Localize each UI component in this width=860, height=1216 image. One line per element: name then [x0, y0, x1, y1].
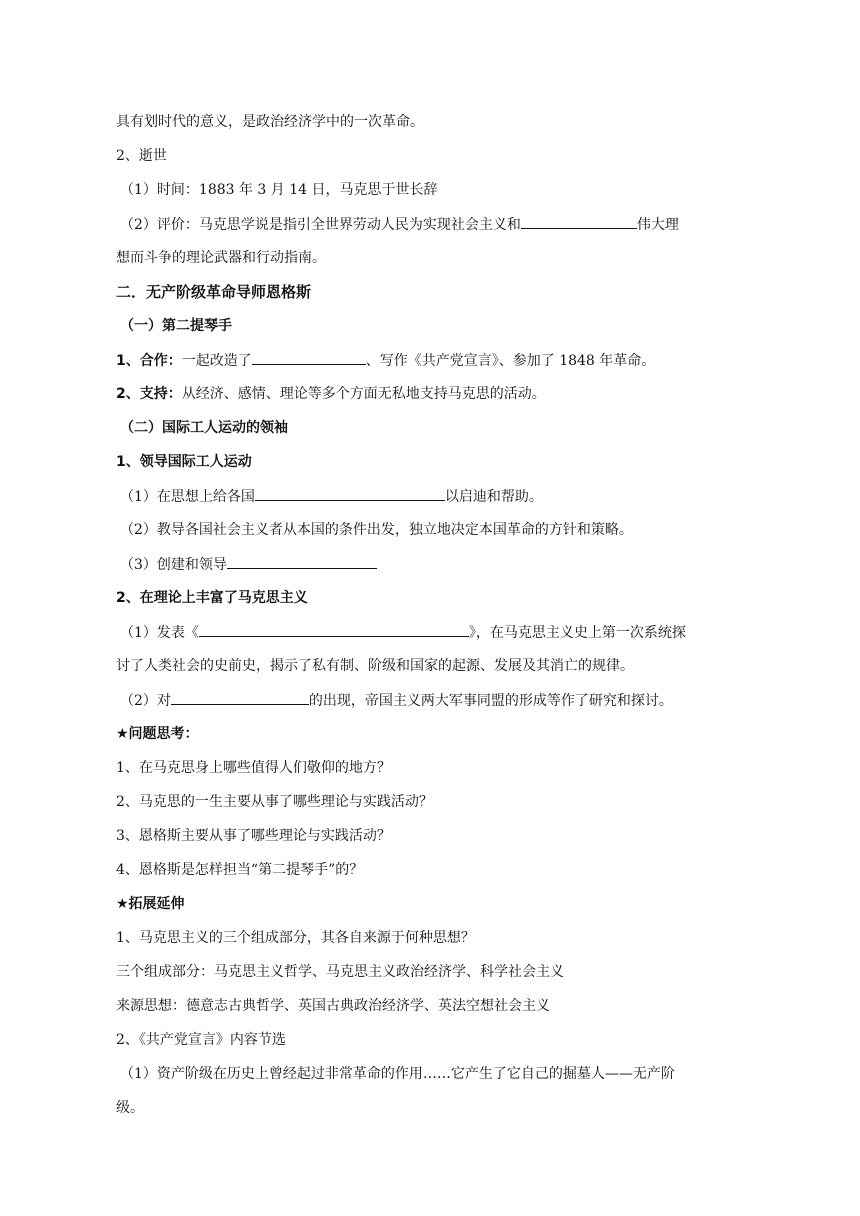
section-heading: 二．无产阶级革命导师恩格斯 — [116, 283, 312, 301]
text-segment: 从经济、感情、理论等多个方面无私地支持马克思的活动。 — [181, 386, 546, 402]
text-line: 来源思想：德意志古典哲学、英国古典政治经济学、英法空想社会主义 — [116, 998, 550, 1014]
text-line: 2、逝世 — [116, 148, 167, 164]
text-line: 讨了人类社会的史前史，揭示了私有制、阶级和国家的起源、发展及其消亡的规律。 — [116, 658, 634, 674]
fill-blank[interactable] — [521, 214, 637, 229]
text-line: 想而斗争的理论武器和行动指南。 — [116, 250, 326, 266]
question-item: 4、恩格斯是怎样担当“第二提琴手”的？ — [116, 862, 364, 878]
text-line — [120, 486, 740, 507]
fill-blank[interactable] — [252, 350, 366, 365]
fill-blank[interactable] — [255, 486, 445, 501]
text-line: 级。 — [116, 1100, 144, 1116]
question-item: 3、恩格斯主要从事了哪些理论与实践活动？ — [116, 828, 391, 844]
subsection-heading: （二）国际工人运动的领袖 — [120, 420, 288, 436]
text-line: （1）资产阶级在历史上曾经起过非常革命的作用……它产生了它自己的掘墓人——无产阶 — [120, 1066, 675, 1082]
text-line: 2、《共产党宣言》内容节选 — [116, 1032, 286, 1048]
text-segment-bold: 1、合作： — [116, 353, 182, 369]
subsection-heading: （一）第二提琴手 — [120, 318, 232, 334]
text-line — [120, 214, 740, 235]
think-heading: ★问题思考： — [116, 726, 199, 742]
text-segment: 一起改造了 — [181, 353, 252, 369]
text-line: 具有划时代的意义，是政治经济学中的一次革命。 — [116, 114, 424, 130]
text-line: 三个组成部分：马克思主义哲学、马克思主义政治经济学、科学社会主义 — [116, 964, 564, 980]
text-segment: （1）发表《 — [120, 625, 199, 641]
text-segment: 、写作《共产党宣言》、参加了 1848 年革命。 — [365, 353, 656, 369]
text-segment: 以启迪和帮助。 — [444, 489, 543, 505]
text-segment: （2）评价：马克思学说是指引全世界劳动人民为实现社会主义和 — [120, 217, 521, 233]
text-line: （2）教导各国社会主义者从本国的条件出发，独立地决定本国革命的方针和策略。 — [120, 522, 633, 538]
text-line — [120, 690, 740, 711]
extension-heading: ★拓展延伸 — [116, 896, 185, 912]
item-heading: 2、在理论上丰富了马克思主义 — [116, 590, 308, 606]
text-segment: 伟大理 — [636, 217, 679, 233]
fill-blank[interactable] — [227, 554, 377, 569]
question-item: 2、马克思的一生主要从事了哪些理论与实践活动？ — [116, 794, 433, 810]
text-segment: （1）在思想上给各国 — [120, 489, 255, 505]
text-line: （1）时间：1883 年 3 月 14 日，马克思于世长辞 — [120, 182, 438, 198]
text-line: 1、马克思主义的三个组成部分，其各自来源于何种思想？ — [116, 930, 475, 946]
text-line — [120, 554, 740, 575]
text-segment-bold: 2、支持： — [116, 386, 182, 402]
text-segment: （3）创建和领导 — [120, 557, 227, 573]
text-line — [116, 384, 736, 404]
text-segment: （2）对 — [120, 693, 171, 709]
text-segment: 的出现，帝国主义两大军事同盟的形成等作了研究和探讨。 — [308, 693, 673, 709]
text-segment: 》，在马克思主义史上第一次系统探 — [468, 625, 686, 641]
fill-blank[interactable] — [199, 622, 469, 637]
text-line — [120, 622, 740, 643]
question-item: 1、在马克思身上哪些值得人们敬仰的地方？ — [116, 760, 391, 776]
item-heading: 1、领导国际工人运动 — [116, 454, 252, 470]
fill-blank[interactable] — [171, 690, 309, 705]
text-line — [116, 350, 736, 371]
